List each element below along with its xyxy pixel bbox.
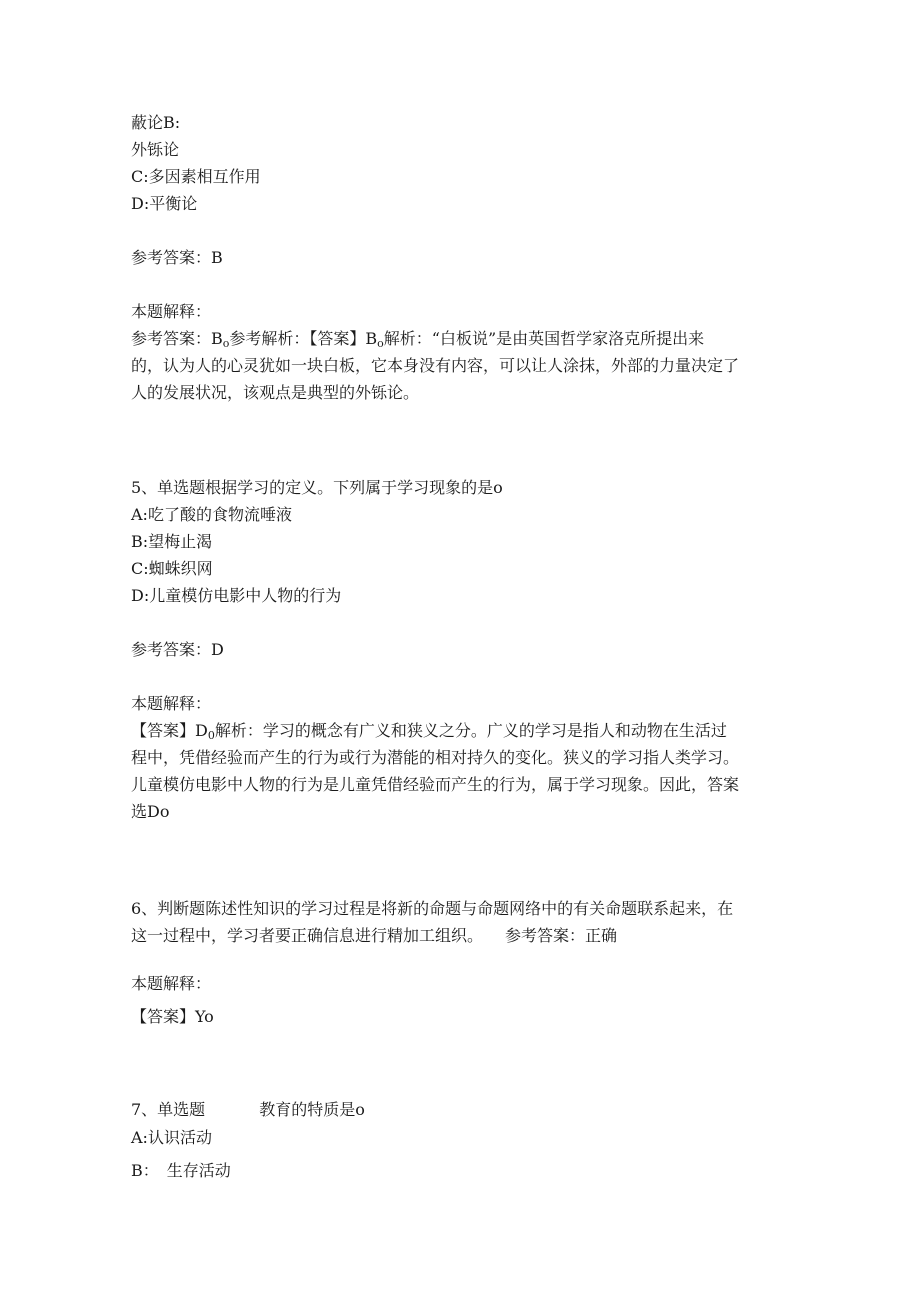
q5-explanation-label: 本题解释： [131, 694, 212, 713]
q5-answer-label: 参考答案： [131, 640, 212, 659]
q7-stem [131, 1100, 365, 1120]
q5-explanation-line3: 儿童模仿电影中人物的行为是儿童凭借经验而产生的行为，属于学习现象。因此，答案 [131, 775, 740, 794]
q6-stem-line2-text: 这一过程中，学习者要正确信息进行精加工组织。 [131, 926, 484, 945]
q6-stem-line2 [131, 926, 617, 946]
q4-answer [131, 248, 223, 268]
q4-expl-1b: 参考解析：【答案】B [229, 329, 378, 348]
q4-answer-value: B [211, 248, 223, 267]
q4-option-c: C:多因素相互作用 [131, 167, 261, 186]
q6-answer-label: 参考答案： [505, 926, 586, 945]
q6-stem-line1: 6、判断题陈述性知识的学习过程是将新的命题与命题网络中的有关命题联系起来，在 [131, 899, 734, 918]
q5-option-a: A:吃了酸的食物流唾液 [131, 505, 292, 524]
q6-explanation: 【答案】Yo [131, 1007, 214, 1026]
q7-stem-text: 教育的特质是o [259, 1100, 365, 1119]
q5-option-d: D:儿童模仿电影中人物的行为 [131, 586, 342, 605]
q5-expl-1-sub: 0 [207, 729, 215, 742]
q7-number-type: 7、单选题 [131, 1100, 206, 1119]
q4-option-b-line2: 外铄论 [131, 140, 180, 159]
q6-explanation-label: 本题解释： [131, 974, 212, 993]
q4-explanation-line2: 的，认为人的心灵犹如一块白板，它本身没有内容，可以让人涂抹，外部的力量决定了 [131, 356, 740, 375]
q5-expl-1a: 【答案】D [131, 721, 208, 740]
q5-answer-value: D [211, 640, 224, 659]
q5-option-c: C:蜘蛛织网 [131, 559, 213, 578]
q4-expl-1-sub2: o [377, 337, 384, 350]
q7-option-a: A:认识活动 [131, 1128, 212, 1147]
q4-explanation-line1 [131, 329, 704, 354]
q5-expl-1b: 解析：学习的概念有广义和狭义之分。广义的学习是指人和动物在生活过 [214, 721, 727, 740]
q4-expl-1c: 解析：“白板说”是由英国哲学家洛克所提出来 [383, 329, 705, 348]
q6-answer-value: 正确 [585, 926, 618, 945]
q4-explanation-line3: 人的发展状况，该观点是典型的外铄论。 [131, 383, 420, 402]
q4-option-d: D:平衡论 [131, 194, 198, 213]
q4-expl-1-sub1: o [222, 337, 230, 350]
q5-explanation-line2: 程中，凭借经验而产生的行为或行为潜能的相对持久的变化。狭义的学习指人类学习。 [131, 748, 740, 767]
q5-stem: 5、单选题根据学习的定义。下列属于学习现象的是o [131, 478, 503, 497]
q4-expl-1a: 参考答案：B [131, 329, 223, 348]
q7-option-b-letter: B： [131, 1161, 159, 1180]
q5-explanation-line1 [131, 721, 727, 746]
q5-answer [131, 640, 224, 660]
q4-option-b-line1: 蔽论B: [131, 113, 181, 132]
q5-explanation-line4: 选Do [131, 802, 170, 821]
q4-answer-label: 参考答案： [131, 248, 212, 267]
q5-option-b: B:望梅止渴 [131, 532, 213, 551]
q7-option-b [131, 1161, 231, 1181]
q7-option-b-text: 生存活动 [166, 1161, 231, 1180]
q4-explanation-label: 本题解释： [131, 302, 212, 321]
